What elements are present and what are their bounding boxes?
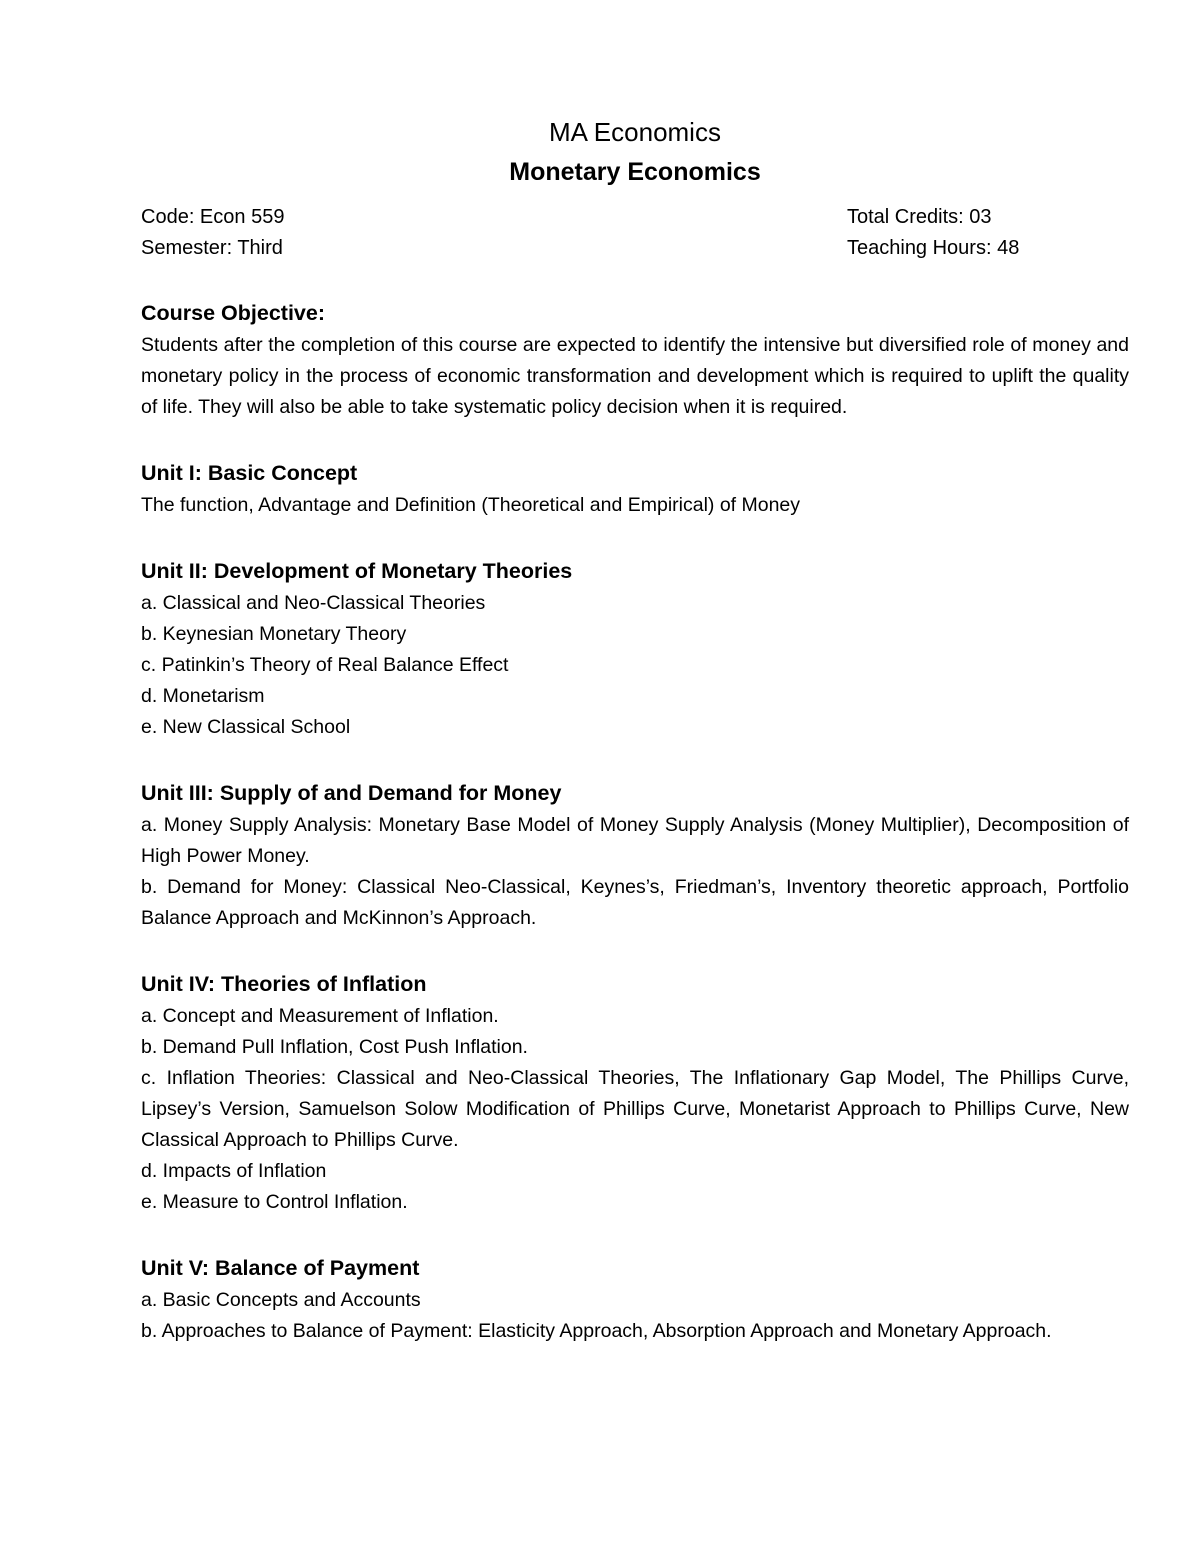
unit-4-item-b: b. Demand Pull Inflation, Cost Push Inflation.	[141, 1036, 528, 1058]
teaching-hours: Teaching Hours: 48	[847, 237, 1020, 259]
course-objective-heading: Course Objective:	[141, 301, 325, 325]
unit-2-item-a: a. Classical and Neo-Classical Theories	[141, 592, 486, 614]
unit-1-heading: Unit I: Basic Concept	[141, 461, 358, 485]
unit-2-section	[141, 555, 1129, 743]
unit-4-item-c: c. Inflation Theories: Classical and Neo-Classical Theories, The Inflationary Gap Model, The Phillips Curve, Lipsey’s Version, Samuelson Solow Modification of Phillips Curve, Monetarist Approach to Phillips Curve, New Classical Approach to Phillips Curve.	[141, 1067, 1129, 1151]
document-page	[141, 112, 1129, 1347]
meta-row-1	[141, 202, 1129, 233]
unit-4-heading: Unit IV: Theories of Inflation	[141, 972, 427, 996]
unit-2-heading: Unit II: Development of Monetary Theories	[141, 559, 573, 583]
course-objective-text: Students after the completion of this course are expected to identify the intensive but diversified role of money and monetary policy in the process of economic transformation and development which is required to uplift the quality of life. They will also be able to take systematic policy decision when it is required.	[141, 334, 1129, 418]
unit-5-item-b: b. Approaches to Balance of Payment: Elasticity Approach, Absorption Approach and Monetary Approach.	[141, 1320, 1052, 1342]
unit-1-section	[141, 457, 1129, 521]
unit-2-item-e: e. New Classical School	[141, 716, 351, 738]
unit-4-item-a: a. Concept and Measurement of Inflation.	[141, 1005, 499, 1027]
unit-5-item-a: a. Basic Concepts and Accounts	[141, 1289, 421, 1311]
course-objective-section	[141, 297, 1129, 423]
document-title: MA Economics	[549, 117, 721, 147]
unit-1-item: The function, Advantage and Definition (Theoretical and Empirical) of Money	[141, 494, 801, 516]
unit-2-item-b: b. Keynesian Monetary Theory	[141, 623, 407, 645]
course-title: Monetary Economics	[509, 158, 761, 186]
semester: Semester: Third	[141, 237, 283, 259]
course-code: Code: Econ 559	[141, 206, 285, 228]
unit-3-heading: Unit III: Supply of and Demand for Money	[141, 781, 562, 805]
unit-3-item-a: a. Money Supply Analysis: Monetary Base Model of Money Supply Analysis (Money Multiplier), Decomposition of High Power Money.	[141, 814, 1129, 867]
unit-2-item-c: c. Patinkin’s Theory of Real Balance Effect	[141, 654, 509, 676]
unit-4-section	[141, 968, 1129, 1218]
total-credits: Total Credits: 03	[847, 206, 992, 228]
unit-5-heading: Unit V: Balance of Payment	[141, 1256, 420, 1280]
meta-row-2	[141, 233, 1129, 264]
unit-2-item-d: d. Monetarism	[141, 685, 265, 707]
unit-5-section	[141, 1252, 1129, 1347]
unit-4-item-e: e. Measure to Control Inflation.	[141, 1191, 408, 1213]
unit-4-item-d: d. Impacts of Inflation	[141, 1160, 327, 1182]
unit-3-section	[141, 777, 1129, 934]
unit-3-item-b: b. Demand for Money: Classical Neo-Classical, Keynes’s, Friedman’s, Inventory theoretic approach, Portfolio Balance Approach and McKinnon’s Approach.	[141, 876, 1129, 929]
